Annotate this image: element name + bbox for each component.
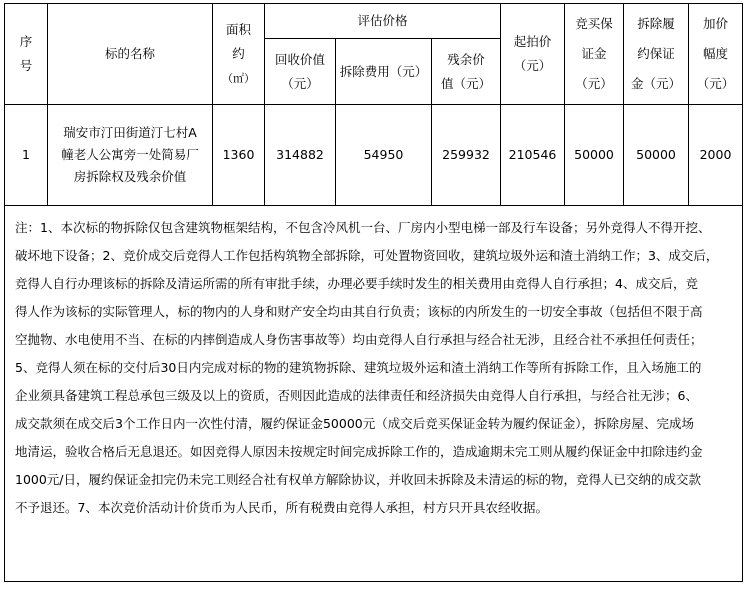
note-line: 破坏地下设备；2、竞价成交后竞得人工作包括构筑物全部拆除，可处置物资回收，建筑垃圾外运和渣土消纳工作；3、成交后， — [15, 248, 719, 263]
header-deposit: 竞买保 证金 （元） — [565, 4, 624, 105]
header-start-price: 起拍价 （元） — [501, 4, 565, 105]
notes-cell — [5, 206, 743, 582]
cell-increment: 2000 — [689, 105, 743, 206]
note-line: 注：1、本次标的物拆除仅包含建筑物框架结构，不包含冷风机一台、厂房内小型电梯一部及行车设备；另外竞得人不得开挖、 — [15, 220, 711, 235]
note-line: 1000元/日，履约保证金扣完仍未完工则经合社有权单方解除协议，并收回未拆除及未清运的标的物，竞得人已交纳的成交款 — [15, 472, 702, 487]
note-line: 5、竞得人须在标的交付后30日内完成对标的物的建筑物拆除、建筑垃圾外运和渣土消纳工作等所有拆除工作，且入场施工的 — [15, 360, 702, 375]
note-line: 地清运，验收合格后无息退还。如因竞得人原因未按规定时间完成拆除工作的，造成逾期未完工则从履约保证金中扣除违约金 — [15, 444, 703, 459]
table-row — [5, 105, 743, 206]
header-name: 标的名称 — [48, 4, 213, 105]
note-line: 空抛物、水电使用不当、在标的内摔倒造成人身伤害事故等）均由竞得人自行承担与经合社无涉，且经合社不承担任何责任； — [15, 332, 703, 347]
cell-demolition-fee: 54950 — [336, 105, 432, 206]
cell-name: 瑞安市汀田街道汀七村A 幢老人公寓旁一处简易厂 房拆除权及残余价值 — [48, 105, 213, 206]
note-line: 竞得人自行办理该标的拆除及清运所需的所有审批手续，办理必要手续时发生的相关费用由竞得人自行承担；4、成交后，竞 — [15, 276, 698, 291]
header-demolition-fee: 拆除费用（元） — [336, 39, 432, 105]
header-residual-value: 残余价 值（元） — [432, 39, 501, 105]
header-area: 面积 约 （㎡） — [213, 4, 265, 105]
note-line: 成交款须在成交后3个工作日内一次性付清，履约保证金50000元（成交后竞买保证金转为履约保证金），拆除房屋、完成场 — [15, 416, 694, 431]
cell-performance-bond: 50000 — [624, 105, 689, 206]
auction-table — [4, 3, 743, 582]
header-performance-bond: 拆除履 约保证 金（元） — [624, 4, 689, 105]
header-recovery-value: 回收价值 （元） — [265, 39, 336, 105]
cell-start-price: 210546 — [501, 105, 565, 206]
cell-deposit: 50000 — [565, 105, 624, 206]
cell-residual-value: 259932 — [432, 105, 501, 206]
note-line: 不予退还。7、本次竞价活动计价货币为人民币，所有税费由竞得人承担，村方只开具农经收据。 — [15, 500, 548, 515]
cell-recovery-value: 314882 — [265, 105, 336, 206]
note-line: 企业须具备建筑工程总承包三级及以上的资质，否则因此造成的法律责任和经济损失由竞得人自行承担，与经合社无涉；6、 — [15, 388, 698, 403]
header-increment: 加价 幅度 （元） — [689, 4, 743, 105]
cell-area: 1360 — [213, 105, 265, 206]
header-seq: 序 号 — [5, 4, 48, 105]
cell-seq: 1 — [5, 105, 48, 206]
header-valuation: 评估价格 — [265, 4, 501, 39]
note-line: 得人作为该标的实际管理人，标的物内的人身和财产安全均由其自行负责；该标的内所发生的一切安全事故（包括但不限于高 — [15, 304, 703, 319]
